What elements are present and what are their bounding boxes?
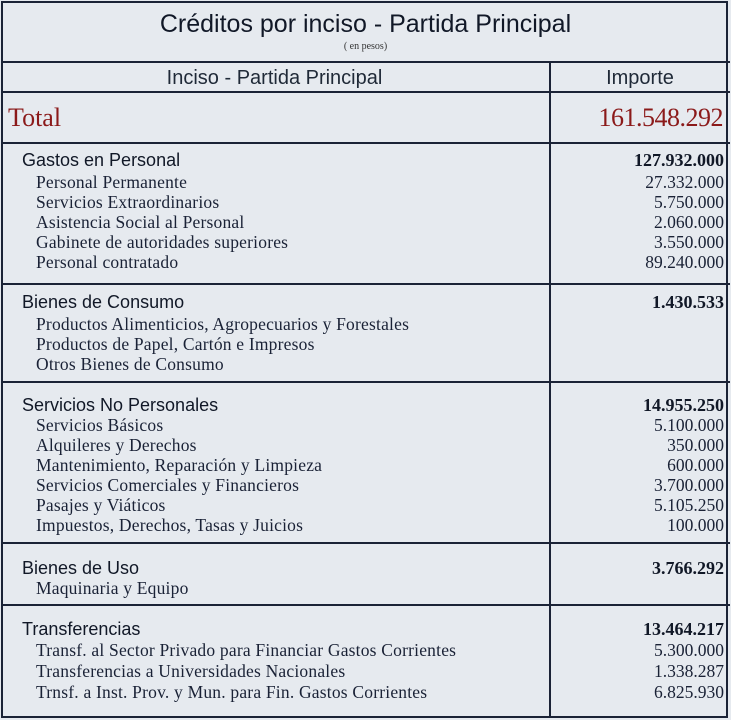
list-item: Servicios Comerciales y Financieros <box>36 475 300 495</box>
group-title: Servicios No Personales <box>22 395 219 415</box>
total-value: 161.548.292 <box>598 103 723 132</box>
item-value: 3.550.000 <box>654 232 724 252</box>
group-title: Bienes de Consumo <box>22 292 185 312</box>
list-item: Asistencia Social al Personal <box>36 212 245 232</box>
item-value: 6.825.930 <box>654 682 724 702</box>
group-title: Gastos en Personal <box>22 150 181 170</box>
total-label: Total <box>8 103 62 132</box>
list-item: Productos de Papel, Cartón e Impresos <box>36 334 315 354</box>
column-header-importe: Importe <box>606 67 674 89</box>
list-item: Impuestos, Derechos, Tasas y Juicios <box>36 515 304 535</box>
item-value: 100.000 <box>667 515 724 535</box>
list-item: Maquinaria y Equipo <box>36 578 189 598</box>
item-value: 5.105.250 <box>654 495 724 515</box>
divider <box>1 604 730 606</box>
group-total: 13.464.217 <box>643 619 724 639</box>
divider <box>1 142 730 144</box>
list-item: Mantenimiento, Reparación y Limpieza <box>36 455 323 475</box>
group-title: Bienes de Uso <box>22 558 140 578</box>
divider <box>1 542 730 544</box>
group-total: 3.766.292 <box>652 558 724 578</box>
item-value: 89.240.000 <box>645 252 724 272</box>
item-value: 2.060.000 <box>654 212 724 232</box>
list-item: Servicios Extraordinarios <box>36 192 220 212</box>
divider <box>1 91 730 93</box>
list-item: Transf. al Sector Privado para Financiar Gastos Corrientes <box>36 640 457 660</box>
page-title: Créditos por inciso - Partida Principal <box>159 10 572 38</box>
list-item: Transferencias a Universidades Nacionales <box>36 661 346 681</box>
item-value: 5.100.000 <box>654 415 724 435</box>
item-value: 350.000 <box>667 435 724 455</box>
list-item: Personal contratado <box>36 252 179 272</box>
page-subtitle: ( en pesos) <box>343 41 388 52</box>
group-total: 1.430.533 <box>652 292 724 312</box>
list-item: Alquileres y Derechos <box>36 435 197 455</box>
item-value: 5.750.000 <box>654 192 724 212</box>
divider <box>1 61 730 63</box>
group-title: Transferencias <box>22 619 141 639</box>
divider <box>1 381 730 383</box>
list-item: Trnsf. a Inst. Prov. y Mun. para Fin. Gastos Corrientes <box>36 682 428 702</box>
divider <box>1 283 730 285</box>
list-item: Pasajes y Viáticos <box>36 495 166 515</box>
list-item: Servicios Básicos <box>36 415 164 435</box>
group-total: 14.955.250 <box>643 395 724 415</box>
column-divider <box>549 61 551 718</box>
item-value: 1.338.287 <box>654 661 724 681</box>
group-total: 127.932.000 <box>634 150 724 170</box>
list-item: Otros Bienes de Consumo <box>36 354 224 374</box>
list-item: Gabinete de autoridades superiores <box>36 232 289 252</box>
item-value: 3.700.000 <box>654 475 724 495</box>
column-header-inciso: Inciso - Partida Principal <box>166 67 383 89</box>
list-item: Personal Permanente <box>36 172 188 192</box>
item-value: 27.332.000 <box>645 172 724 192</box>
item-value: 600.000 <box>667 455 724 475</box>
list-item: Productos Alimenticios, Agropecuarios y Forestales <box>36 314 410 334</box>
item-value: 5.300.000 <box>654 640 724 660</box>
